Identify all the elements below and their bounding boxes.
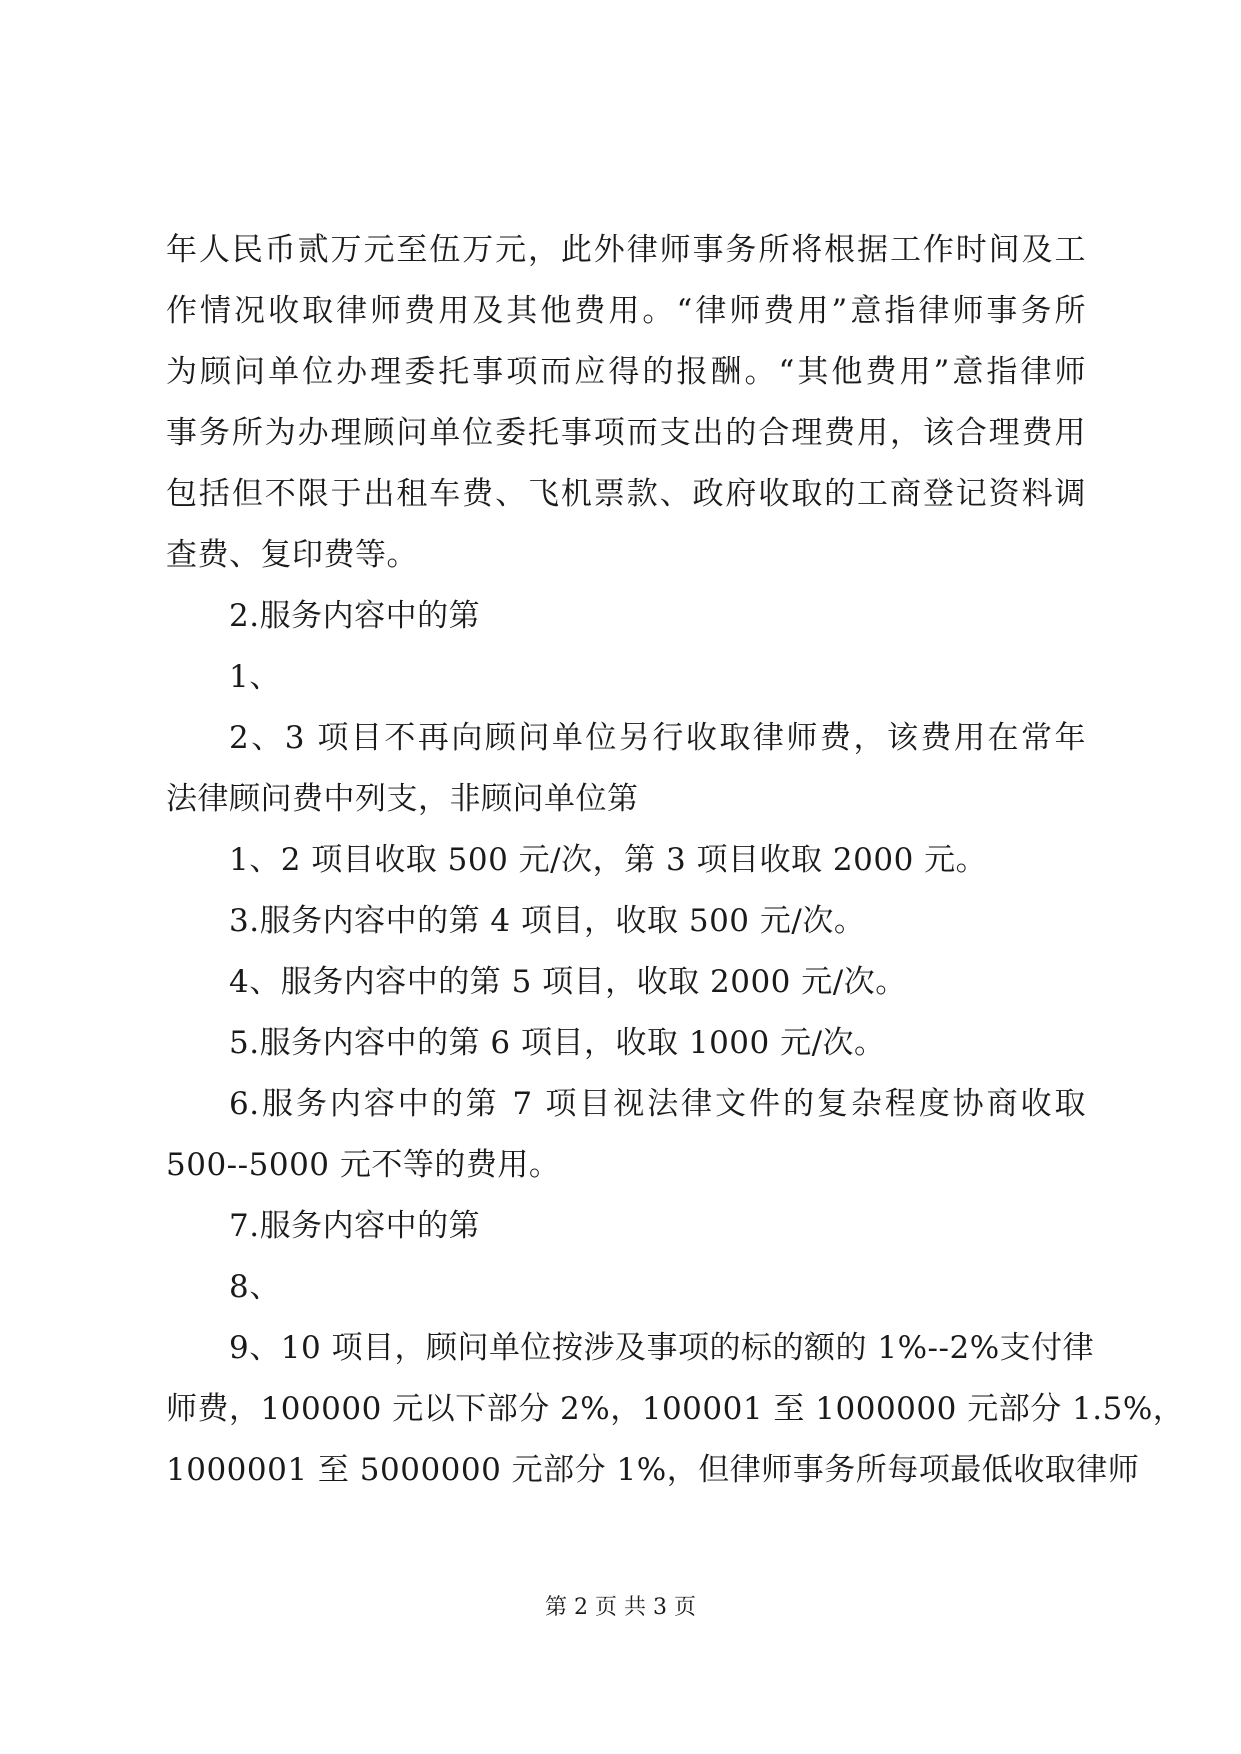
body-line: 作情况收取律师费用及其他费用。“律师费用”意指律师事务所 (166, 293, 1086, 329)
body-line: 师费，100000 元以下部分 2%，100001 至 1000000 元部分 1.5%， (166, 1391, 1185, 1427)
body-line: 9、10 项目，顾问单位按涉及事项的标的额的 1%--2%支付律 (229, 1330, 1095, 1366)
body-line: 8、 (229, 1269, 281, 1305)
page-number-footer: 第 2 页 共 3 页 (545, 1595, 696, 1620)
body-line: 为顾问单位办理委托事项而应得的报酬。“其他费用”意指律师 (166, 354, 1086, 390)
body-line: 法律顾问费中列支，非顾问单位第 (166, 781, 639, 817)
body-line: 1、2 项目收取 500 元/次，第 3 项目收取 2000 元。 (229, 842, 988, 878)
body-line: 6.服务内容中的第 7 项目视法律文件的复杂程度协商收取 (229, 1086, 1086, 1122)
body-line: 500--5000 元不等的费用。 (166, 1147, 561, 1183)
body-line: 包括但不限于出租车费、飞机票款、政府收取的工商登记资料调 (166, 476, 1086, 512)
body-line: 2、3 项目不再向顾问单位另行收取律师费，该费用在常年 (229, 720, 1086, 756)
body-line: 1、 (229, 659, 281, 695)
body-line: 2.服务内容中的第 (229, 598, 481, 634)
body-line: 查费、复印费等。 (166, 537, 418, 573)
body-line: 7.服务内容中的第 (229, 1208, 481, 1244)
body-line: 1000001 至 5000000 元部分 1%，但律师事务所每项最低收取律师 (166, 1452, 1140, 1488)
body-line: 5.服务内容中的第 6 项目，收取 1000 元/次。 (229, 1025, 886, 1061)
body-line: 3.服务内容中的第 4 项目，收取 500 元/次。 (229, 903, 866, 939)
body-line: 年人民币贰万元至伍万元，此外律师事务所将根据工作时间及工 (166, 232, 1086, 268)
body-line: 4、服务内容中的第 5 项目，收取 2000 元/次。 (229, 964, 907, 1000)
body-line: 事务所为办理顾问单位委托事项而支出的合理费用，该合理费用 (166, 415, 1086, 451)
